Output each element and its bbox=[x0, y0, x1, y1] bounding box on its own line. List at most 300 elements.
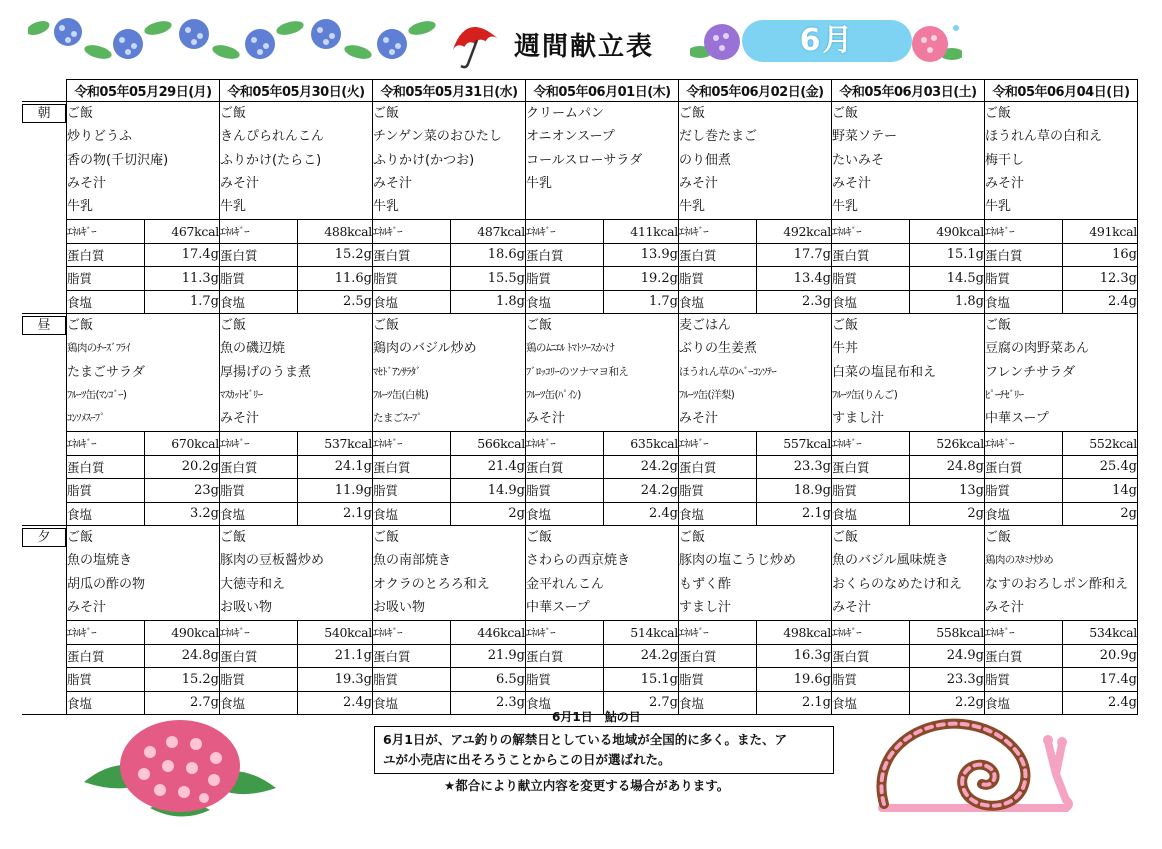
energy-value: 498kcal bbox=[757, 621, 832, 645]
dish-item: ふりかけ(たらこ) bbox=[220, 152, 322, 168]
fat-value: 15.5g bbox=[451, 267, 526, 291]
dish-cell bbox=[985, 314, 1138, 432]
dish-item: ご飯 bbox=[220, 106, 247, 121]
salt-label: 食塩 bbox=[526, 290, 604, 314]
change-notice: ★都合により献立内容を変更する場合があります。 bbox=[444, 778, 730, 793]
dish-item: ご飯 bbox=[679, 106, 706, 121]
meal-label: 夕 bbox=[22, 528, 66, 547]
energy-value: 526kcal bbox=[910, 432, 985, 456]
protein-value: 24.8g bbox=[145, 644, 220, 668]
dish-item: 魚の塩焼き bbox=[67, 553, 133, 569]
energy-label: ｴﾈﾙｷﾞｰ bbox=[679, 432, 757, 456]
dish-item: 麦ごはん bbox=[679, 318, 732, 333]
dish-item: おくらのなめたけ和え bbox=[832, 576, 963, 592]
dish-item: お吸い物 bbox=[373, 599, 426, 615]
salt-label: 食塩 bbox=[679, 691, 757, 715]
salt-value: 2.1g bbox=[298, 502, 373, 526]
dish-item: 鶏肉のｽﾀﾐﾅ炒め bbox=[985, 554, 1054, 567]
salt-label: 食塩 bbox=[67, 691, 145, 715]
dish-item: ご飯 bbox=[985, 530, 1012, 545]
fat-label: 脂質 bbox=[373, 668, 451, 692]
dish-cell bbox=[373, 526, 526, 621]
energy-value: 491kcal bbox=[1063, 220, 1138, 244]
dish-item: ご飯 bbox=[373, 318, 400, 333]
dish-item: お吸い物 bbox=[220, 599, 273, 615]
fat-label: 脂質 bbox=[832, 267, 910, 291]
dish-item: なすのおろしポン酢和え bbox=[985, 576, 1129, 592]
salt-label: 食塩 bbox=[985, 691, 1063, 715]
fat-label: 脂質 bbox=[373, 267, 451, 291]
energy-value: 411kcal bbox=[604, 220, 679, 244]
day-header: 令和05年06月01日(木) bbox=[526, 80, 679, 102]
protein-label: 蛋白質 bbox=[67, 644, 145, 668]
dish-item: 大徳寺和え bbox=[220, 576, 286, 592]
protein-value: 25.4g bbox=[1063, 455, 1138, 479]
dish-cell bbox=[220, 102, 373, 220]
energy-label: ｴﾈﾙｷﾞｰ bbox=[832, 220, 910, 244]
dish-item: ﾌﾙｰﾂ缶(ﾏﾝｺﾞｰ) bbox=[67, 388, 127, 401]
dish-item: みそ汁 bbox=[67, 175, 107, 191]
energy-label: ｴﾈﾙｷﾞｰ bbox=[679, 621, 757, 645]
dish-item: みそ汁 bbox=[220, 175, 260, 191]
salt-value: 1.8g bbox=[910, 290, 985, 314]
special-day-notice bbox=[374, 726, 834, 774]
fat-label: 脂質 bbox=[220, 479, 298, 503]
protein-value: 16g bbox=[1063, 243, 1138, 267]
special-day-heading: 6月1日 鮎の日 bbox=[552, 710, 641, 724]
energy-value: 558kcal bbox=[910, 621, 985, 645]
energy-label: ｴﾈﾙｷﾞｰ bbox=[67, 432, 145, 456]
day-header: 令和05年06月03日(土) bbox=[832, 80, 985, 102]
fat-value: 15.1g bbox=[604, 668, 679, 692]
dish-cell bbox=[67, 102, 220, 220]
energy-label: ｴﾈﾙｷﾞｰ bbox=[373, 220, 451, 244]
dish-item: 白菜の塩昆布和え bbox=[832, 364, 937, 380]
energy-label: ｴﾈﾙｷﾞｰ bbox=[526, 621, 604, 645]
dish-cell bbox=[832, 102, 985, 220]
fat-value: 23g bbox=[145, 479, 220, 503]
notice-line: ユが小売店に出そろうことからこの日が選ばれた。 bbox=[383, 752, 671, 767]
dish-item: さわらの西京焼き bbox=[526, 553, 631, 569]
protein-label: 蛋白質 bbox=[220, 455, 298, 479]
energy-value: 487kcal bbox=[451, 220, 526, 244]
day-header: 令和05年05月30日(火) bbox=[220, 80, 373, 102]
salt-label: 食塩 bbox=[985, 290, 1063, 314]
energy-label: ｴﾈﾙｷﾞｰ bbox=[220, 432, 298, 456]
hydrangea-border-icon bbox=[28, 14, 440, 62]
energy-label: ｴﾈﾙｷﾞｰ bbox=[985, 621, 1063, 645]
nutrition-row-energy bbox=[22, 432, 1138, 456]
protein-label: 蛋白質 bbox=[679, 455, 757, 479]
dish-cell bbox=[832, 314, 985, 432]
energy-label: ｴﾈﾙｷﾞｰ bbox=[67, 220, 145, 244]
dish-item: オクラのとろろ和え bbox=[373, 576, 490, 592]
dish-item: ﾌﾙｰﾂ缶(ﾊﾟｲﾝ) bbox=[526, 388, 581, 401]
fat-value: 14.9g bbox=[451, 479, 526, 503]
salt-value: 3.2g bbox=[145, 502, 220, 526]
salt-value: 2.4g bbox=[1063, 290, 1138, 314]
protein-value: 15.2g bbox=[298, 243, 373, 267]
dish-item: ご飯 bbox=[985, 106, 1012, 121]
fat-label: 脂質 bbox=[220, 668, 298, 692]
fat-label: 脂質 bbox=[220, 267, 298, 291]
fat-label: 脂質 bbox=[832, 668, 910, 692]
dish-item: 牛乳 bbox=[373, 199, 400, 215]
dish-item: 炒りどうふ bbox=[67, 129, 133, 145]
protein-label: 蛋白質 bbox=[373, 455, 451, 479]
dish-item: みそ汁 bbox=[832, 175, 872, 191]
dish-item: ご飯 bbox=[832, 318, 859, 333]
protein-value: 15.1g bbox=[910, 243, 985, 267]
fat-label: 脂質 bbox=[679, 479, 757, 503]
protein-value: 20.9g bbox=[1063, 644, 1138, 668]
protein-value: 21.1g bbox=[298, 644, 373, 668]
protein-value: 18.6g bbox=[451, 243, 526, 267]
dish-item: 牛乳 bbox=[832, 199, 859, 215]
dish-item: 鶏肉のﾁｰｽﾞﾌﾗｲ bbox=[67, 342, 130, 355]
energy-label: ｴﾈﾙｷﾞｰ bbox=[526, 220, 604, 244]
salt-label: 食塩 bbox=[832, 502, 910, 526]
month-badge bbox=[690, 18, 968, 70]
dish-item: 牛乳 bbox=[67, 199, 94, 215]
energy-label: ｴﾈﾙｷﾞｰ bbox=[220, 621, 298, 645]
meal-label: 朝 bbox=[22, 104, 66, 123]
fat-label: 脂質 bbox=[832, 479, 910, 503]
salt-label: 食塩 bbox=[373, 502, 451, 526]
dish-item: チンゲン菜のおひたし bbox=[373, 129, 502, 145]
dish-item: 牛丼 bbox=[832, 341, 859, 357]
nutrition-row-energy bbox=[22, 621, 1138, 645]
energy-value: 566kcal bbox=[451, 432, 526, 456]
dish-item: 豚肉の塩こうじ炒め bbox=[679, 553, 797, 569]
dish-item: ﾏｾﾄﾞｱﾝｻﾗﾀﾞ bbox=[373, 365, 421, 378]
dish-item: ご飯 bbox=[832, 530, 859, 545]
salt-value: 1.8g bbox=[451, 290, 526, 314]
dish-item: 厚揚げのうま煮 bbox=[220, 364, 312, 380]
meal-label-cell bbox=[22, 102, 67, 314]
protein-label: 蛋白質 bbox=[526, 243, 604, 267]
energy-label: ｴﾈﾙｷﾞｰ bbox=[832, 432, 910, 456]
salt-label: 食塩 bbox=[526, 691, 604, 715]
energy-value: 490kcal bbox=[145, 621, 220, 645]
protein-label: 蛋白質 bbox=[832, 243, 910, 267]
fat-value: 11.9g bbox=[298, 479, 373, 503]
corner-cell bbox=[22, 80, 67, 102]
energy-label: ｴﾈﾙｷﾞｰ bbox=[832, 621, 910, 645]
nutrition-row-salt bbox=[22, 502, 1138, 526]
dish-item: ご飯 bbox=[832, 106, 859, 121]
dish-row bbox=[22, 102, 1138, 220]
fat-value: 6.5g bbox=[451, 668, 526, 692]
protein-label: 蛋白質 bbox=[67, 243, 145, 267]
day-header: 令和05年06月02日(金) bbox=[679, 80, 832, 102]
dish-item: ご飯 bbox=[526, 318, 553, 333]
salt-label: 食塩 bbox=[679, 290, 757, 314]
meal-label-cell bbox=[22, 526, 67, 715]
dish-item: 胡瓜の酢の物 bbox=[67, 576, 146, 592]
energy-value: 635kcal bbox=[604, 432, 679, 456]
salt-value: 2.4g bbox=[298, 691, 373, 715]
protein-value: 24.9g bbox=[910, 644, 985, 668]
nutrition-row-protein bbox=[22, 243, 1138, 267]
dish-item: たまごｽｰﾌﾟ bbox=[373, 412, 422, 425]
salt-value: 2.1g bbox=[757, 502, 832, 526]
dish-item: ぶりの生姜煮 bbox=[679, 341, 758, 357]
energy-value: 490kcal bbox=[910, 220, 985, 244]
dish-item: みそ汁 bbox=[985, 599, 1025, 615]
protein-value: 16.3g bbox=[757, 644, 832, 668]
fat-label: 脂質 bbox=[679, 267, 757, 291]
dish-cell bbox=[67, 314, 220, 432]
dish-item: みそ汁 bbox=[373, 175, 413, 191]
dish-item: コールスローサラダ bbox=[526, 152, 643, 168]
salt-value: 2g bbox=[451, 502, 526, 526]
dish-item: みそ汁 bbox=[832, 599, 872, 615]
energy-label: ｴﾈﾙｷﾞｰ bbox=[373, 432, 451, 456]
dish-item: のり佃煮 bbox=[679, 152, 732, 168]
salt-label: 食塩 bbox=[679, 502, 757, 526]
salt-value: 2.3g bbox=[451, 691, 526, 715]
energy-value: 514kcal bbox=[604, 621, 679, 645]
fat-value: 19.6g bbox=[757, 668, 832, 692]
salt-label: 食塩 bbox=[373, 290, 451, 314]
salt-label: 食塩 bbox=[220, 502, 298, 526]
fat-value: 19.3g bbox=[298, 668, 373, 692]
dish-item: すまし汁 bbox=[679, 599, 732, 615]
dish-cell bbox=[679, 314, 832, 432]
protein-label: 蛋白質 bbox=[679, 644, 757, 668]
dish-item: 中華スープ bbox=[526, 599, 590, 615]
energy-label: ｴﾈﾙｷﾞｰ bbox=[985, 432, 1063, 456]
salt-value: 2.5g bbox=[298, 290, 373, 314]
fat-label: 脂質 bbox=[67, 479, 145, 503]
dish-item: ご飯 bbox=[526, 530, 553, 545]
fat-value: 18.9g bbox=[757, 479, 832, 503]
dish-item: 豆腐の肉野菜あん bbox=[985, 341, 1090, 357]
salt-label: 食塩 bbox=[220, 290, 298, 314]
salt-value: 2.7g bbox=[604, 691, 679, 715]
energy-value: 534kcal bbox=[1063, 621, 1138, 645]
dish-item: ご飯 bbox=[220, 530, 247, 545]
energy-value: 540kcal bbox=[298, 621, 373, 645]
fat-label: 脂質 bbox=[526, 479, 604, 503]
hydrangea-icon bbox=[902, 22, 962, 66]
energy-value: 492kcal bbox=[757, 220, 832, 244]
dish-item: みそ汁 bbox=[526, 411, 566, 427]
dish-item: ご飯 bbox=[67, 530, 94, 545]
salt-value: 2.4g bbox=[604, 502, 679, 526]
salt-label: 食塩 bbox=[832, 290, 910, 314]
fat-label: 脂質 bbox=[679, 668, 757, 692]
dish-item: みそ汁 bbox=[67, 599, 107, 615]
fat-value: 17.4g bbox=[1063, 668, 1138, 692]
protein-label: 蛋白質 bbox=[373, 243, 451, 267]
salt-value: 2.7g bbox=[145, 691, 220, 715]
fat-label: 脂質 bbox=[985, 668, 1063, 692]
notice-line: 6月1日が、アユ釣りの解禁日としている地域が全国的に多く。また、ア bbox=[383, 732, 788, 747]
dish-item: ﾌﾙｰﾂ缶(りんご) bbox=[832, 388, 898, 401]
dish-cell bbox=[220, 314, 373, 432]
nutrition-row-fat bbox=[22, 267, 1138, 291]
dish-cell bbox=[679, 102, 832, 220]
fat-value: 11.6g bbox=[298, 267, 373, 291]
protein-label: 蛋白質 bbox=[373, 644, 451, 668]
protein-value: 24.8g bbox=[910, 455, 985, 479]
protein-label: 蛋白質 bbox=[679, 243, 757, 267]
day-header: 令和05年05月31日(水) bbox=[373, 80, 526, 102]
meal-label-cell bbox=[22, 314, 67, 526]
dish-item: オニオンスープ bbox=[526, 129, 615, 145]
fat-label: 脂質 bbox=[985, 479, 1063, 503]
energy-value: 557kcal bbox=[757, 432, 832, 456]
salt-label: 食塩 bbox=[985, 502, 1063, 526]
month-label: 6月 bbox=[742, 20, 912, 62]
dish-item: 牛乳 bbox=[220, 199, 247, 215]
protein-label: 蛋白質 bbox=[832, 455, 910, 479]
salt-value: 2.2g bbox=[910, 691, 985, 715]
dish-cell bbox=[67, 526, 220, 621]
energy-label: ｴﾈﾙｷﾞｰ bbox=[373, 621, 451, 645]
dish-item: みそ汁 bbox=[679, 175, 719, 191]
salt-label: 食塩 bbox=[220, 691, 298, 715]
salt-value: 1.7g bbox=[604, 290, 679, 314]
dish-row bbox=[22, 526, 1138, 621]
dish-item: 野菜ソテー bbox=[832, 129, 898, 145]
meal-label: 昼 bbox=[22, 316, 66, 335]
protein-value: 13.9g bbox=[604, 243, 679, 267]
page-header bbox=[0, 0, 1162, 75]
dish-item: ご飯 bbox=[220, 318, 247, 333]
dish-item: ﾌﾙｰﾂ缶(洋梨) bbox=[679, 388, 735, 401]
nutrition-row-energy bbox=[22, 220, 1138, 244]
salt-label: 食塩 bbox=[67, 290, 145, 314]
dish-item: 魚の磯辺焼 bbox=[220, 341, 286, 357]
dish-item: フレンチサラダ bbox=[985, 364, 1076, 380]
dish-cell bbox=[679, 526, 832, 621]
protein-label: 蛋白質 bbox=[985, 644, 1063, 668]
fat-label: 脂質 bbox=[985, 267, 1063, 291]
day-header-row bbox=[22, 80, 1138, 102]
dish-item: ふりかけ(かつお) bbox=[373, 152, 475, 168]
salt-label: 食塩 bbox=[832, 691, 910, 715]
dish-item: ご飯 bbox=[67, 318, 94, 333]
page-title: 週間献立表 bbox=[514, 32, 655, 62]
dish-cell bbox=[220, 526, 373, 621]
protein-value: 24.2g bbox=[604, 644, 679, 668]
dish-item: ﾌﾙｰﾂ缶(白桃) bbox=[373, 388, 429, 401]
salt-label: 食塩 bbox=[67, 502, 145, 526]
energy-label: ｴﾈﾙｷﾞｰ bbox=[67, 621, 145, 645]
fat-value: 11.3g bbox=[145, 267, 220, 291]
dish-cell bbox=[526, 526, 679, 621]
salt-value: 2g bbox=[1063, 502, 1138, 526]
dish-item: ほうれん草のﾍﾞｰｺﾝｿﾃｰ bbox=[679, 365, 777, 378]
umbrella-icon bbox=[446, 16, 504, 70]
weekly-menu-table bbox=[22, 79, 1138, 715]
dish-item: ご飯 bbox=[373, 530, 400, 545]
fat-value: 12.3g bbox=[1063, 267, 1138, 291]
protein-value: 17.4g bbox=[145, 243, 220, 267]
dish-item: ｺﾝｿﾒｽｰﾌﾟ bbox=[67, 412, 105, 425]
dish-cell bbox=[985, 526, 1138, 621]
fat-value: 13.4g bbox=[757, 267, 832, 291]
dish-item: 金平れんこん bbox=[526, 576, 605, 592]
day-header: 令和05年05月29日(月) bbox=[67, 80, 220, 102]
salt-value: 2.1g bbox=[757, 691, 832, 715]
protein-value: 24.1g bbox=[298, 455, 373, 479]
dish-item: すまし汁 bbox=[832, 411, 885, 427]
salt-value: 2g bbox=[910, 502, 985, 526]
nutrition-row-fat bbox=[22, 668, 1138, 692]
energy-label: ｴﾈﾙｷﾞｰ bbox=[679, 220, 757, 244]
dish-item: 中華スープ bbox=[985, 411, 1049, 427]
dish-item: もずく酢 bbox=[679, 576, 732, 592]
dish-item: 牛乳 bbox=[985, 199, 1012, 215]
fat-label: 脂質 bbox=[67, 668, 145, 692]
dish-item: たいみそ bbox=[832, 152, 885, 168]
energy-value: 467kcal bbox=[145, 220, 220, 244]
nutrition-row-protein bbox=[22, 455, 1138, 479]
dish-item: みそ汁 bbox=[679, 411, 719, 427]
dish-item: 豚肉の豆板醤炒め bbox=[220, 553, 325, 569]
dish-item: ﾌﾞﾛｯｺﾘｰのツナマヨ和え bbox=[526, 365, 629, 378]
dish-cell bbox=[526, 102, 679, 220]
fat-value: 13g bbox=[910, 479, 985, 503]
protein-value: 21.4g bbox=[451, 455, 526, 479]
dish-cell bbox=[373, 314, 526, 432]
energy-value: 552kcal bbox=[1063, 432, 1138, 456]
energy-label: ｴﾈﾙｷﾞｰ bbox=[220, 220, 298, 244]
salt-value: 1.7g bbox=[145, 290, 220, 314]
hydrangea-icon bbox=[80, 712, 280, 824]
dish-item: みそ汁 bbox=[985, 175, 1025, 191]
protein-label: 蛋白質 bbox=[832, 644, 910, 668]
day-header: 令和05年06月04日(日) bbox=[985, 80, 1138, 102]
dish-item: ﾏｽｶｯﾄｾﾞﾘｰ bbox=[220, 388, 263, 401]
salt-label: 食塩 bbox=[526, 502, 604, 526]
dish-item: 牛乳 bbox=[679, 199, 706, 215]
nutrition-row-protein bbox=[22, 644, 1138, 668]
dish-item: みそ汁 bbox=[220, 411, 260, 427]
protein-value: 23.3g bbox=[757, 455, 832, 479]
hydrangea-icon bbox=[690, 22, 750, 66]
dish-cell bbox=[985, 102, 1138, 220]
protein-value: 24.2g bbox=[604, 455, 679, 479]
fat-value: 19.2g bbox=[604, 267, 679, 291]
dish-cell bbox=[526, 314, 679, 432]
dish-item: 牛乳 bbox=[526, 175, 553, 191]
dish-item: 鶏肉のバジル炒め bbox=[373, 341, 477, 357]
energy-value: 670kcal bbox=[145, 432, 220, 456]
protein-value: 17.7g bbox=[757, 243, 832, 267]
energy-value: 446kcal bbox=[451, 621, 526, 645]
fat-label: 脂質 bbox=[526, 267, 604, 291]
fat-label: 脂質 bbox=[67, 267, 145, 291]
dish-item: 魚の南部焼き bbox=[373, 553, 452, 569]
nutrition-row-fat bbox=[22, 479, 1138, 503]
protein-label: 蛋白質 bbox=[67, 455, 145, 479]
protein-label: 蛋白質 bbox=[526, 455, 604, 479]
salt-value: 2.3g bbox=[757, 290, 832, 314]
energy-label: ｴﾈﾙｷﾞｰ bbox=[526, 432, 604, 456]
dish-item: きんぴられんこん bbox=[220, 129, 325, 145]
fat-value: 14g bbox=[1063, 479, 1138, 503]
dish-cell bbox=[832, 526, 985, 621]
energy-value: 537kcal bbox=[298, 432, 373, 456]
dish-item: ご飯 bbox=[679, 530, 706, 545]
protein-label: 蛋白質 bbox=[220, 243, 298, 267]
fat-value: 23.3g bbox=[910, 668, 985, 692]
